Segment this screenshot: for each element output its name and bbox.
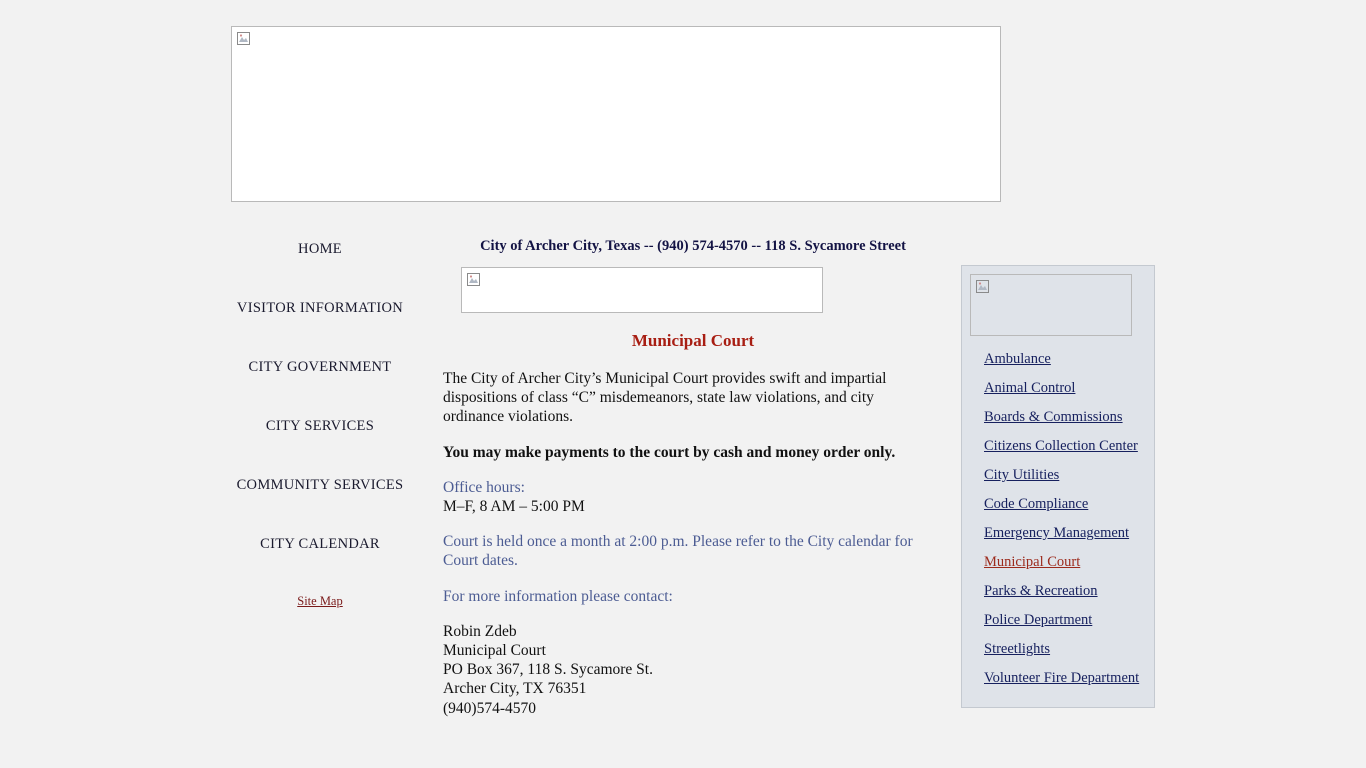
contact-address-line-1: PO Box 367, 118 S. Sycamore St. xyxy=(443,661,653,679)
sidebar-link-police-department[interactable]: Police Department xyxy=(984,612,1093,628)
sidebar-link-ambulance[interactable]: Ambulance xyxy=(984,351,1051,367)
header-banner-image xyxy=(231,26,1001,202)
sidebar-item-city-calendar[interactable]: CITY CALENDAR xyxy=(260,536,380,552)
sidebar-link-streetlights[interactable]: Streetlights xyxy=(984,641,1051,657)
sidebar-image xyxy=(970,274,1132,336)
sidebar-link-municipal-court[interactable]: Municipal Court xyxy=(984,554,1081,570)
sidebar-link-animal-control[interactable]: Animal Control xyxy=(984,380,1076,396)
intro-paragraph: The City of Archer City’s Municipal Court provides swift and impartial dispositions of class “C” misdemeanors, state law violations, and city ordinance violations. xyxy=(443,370,887,426)
sidebar-link-boards-commissions[interactable]: Boards & Commissions xyxy=(984,409,1123,425)
office-hours-block xyxy=(443,478,943,516)
broken-image-icon xyxy=(237,32,250,45)
sidebar-link-emergency-management[interactable]: Emergency Management xyxy=(984,525,1130,541)
sidebar-link-parks-recreation[interactable]: Parks & Recreation xyxy=(984,583,1098,599)
city-headline: City of Archer City, Texas -- (940) 574-4570 -- 118 S. Sycamore Street xyxy=(480,238,906,254)
payment-notice: You may make payments to the court by cash and money order only. xyxy=(443,443,896,461)
left-navigation xyxy=(205,240,435,609)
more-information-text: For more information please contact: xyxy=(443,587,673,605)
sidebar-link-code-compliance[interactable]: Code Compliance xyxy=(984,496,1089,512)
contact-department: Municipal Court xyxy=(443,642,546,660)
content-photo xyxy=(461,267,823,313)
court-schedule-text: Court is held once a month at 2:00 p.m. Please refer to the City calendar for Court dates. xyxy=(443,533,913,570)
sidebar-item-city-services[interactable]: CITY SERVICES xyxy=(265,418,375,434)
sidebar-item-community-services[interactable]: COMMUNITY SERVICES xyxy=(236,477,404,493)
sidebar-item-home[interactable]: HOME xyxy=(298,241,342,257)
contact-block xyxy=(443,622,943,718)
page-title: Municipal Court xyxy=(631,331,755,350)
services-sidebar xyxy=(961,265,1155,708)
broken-image-icon xyxy=(976,280,989,293)
sidebar-link-city-utilities[interactable]: City Utilities xyxy=(984,467,1060,483)
office-hours-value: M–F, 8 AM – 5:00 PM xyxy=(443,498,585,516)
office-hours-label: Office hours: xyxy=(443,478,525,496)
sidebar-link-list xyxy=(984,345,1150,693)
contact-phone: (940)574-4570 xyxy=(443,699,536,717)
sidebar-link-citizens-collection-center[interactable]: Citizens Collection Center xyxy=(984,438,1138,454)
sidebar-item-visitor-information[interactable]: VISITOR INFORMATION xyxy=(236,300,404,316)
main-content xyxy=(443,238,943,718)
site-map-link[interactable]: Site Map xyxy=(297,594,343,608)
sidebar-item-city-government[interactable]: CITY GOVERNMENT xyxy=(248,359,392,375)
contact-name: Robin Zdeb xyxy=(443,622,517,640)
contact-address-line-2: Archer City, TX 76351 xyxy=(443,680,587,698)
broken-image-icon xyxy=(467,273,480,286)
sidebar-link-volunteer-fire-department[interactable]: Volunteer Fire Department xyxy=(984,670,1140,686)
